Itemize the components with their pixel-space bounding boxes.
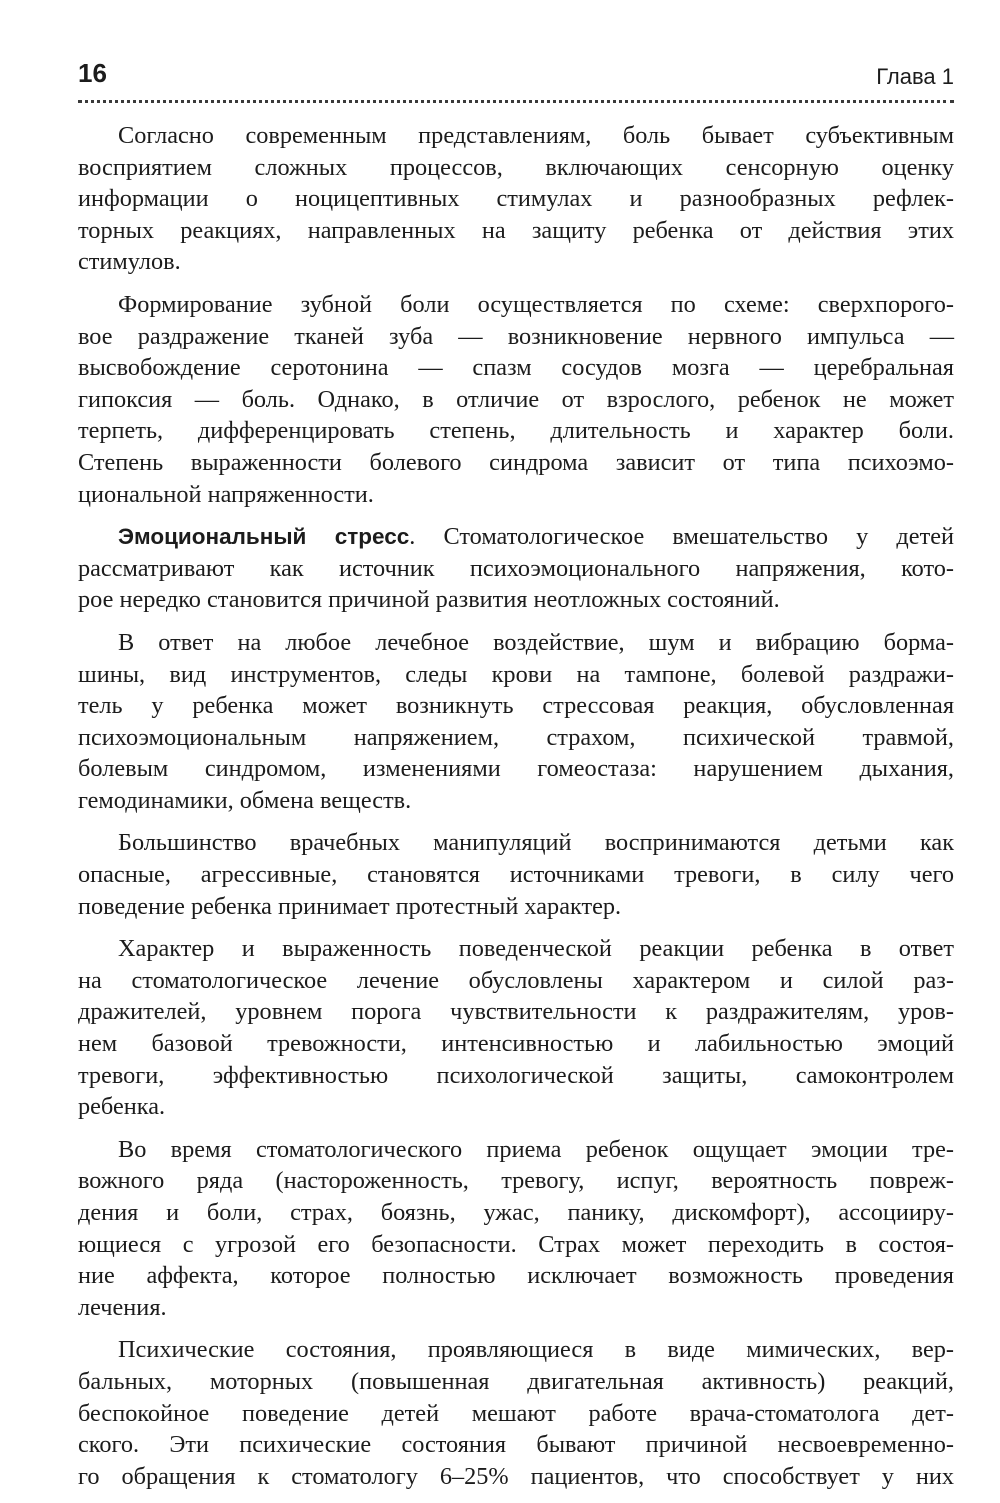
text-line: рассматривают как источник психоэмоционального напряжения, кото- [78, 554, 954, 582]
text-line: восприятием сложных процессов, включающих сенсорную оценку [78, 153, 954, 181]
text-line: лечения. [78, 1293, 167, 1321]
text-line: дражителей, уровнем порога чувствительности к раздражителям, уров- [78, 998, 954, 1026]
term-continuation: . Стоматологическое вмешательство у детей [409, 523, 954, 551]
running-header [78, 56, 954, 103]
text-line: Формирование зубной боли осуществляется по схеме: сверхпорого- [118, 290, 954, 318]
text-line: рое нередко становится причиной развития неотложных состояний. [78, 586, 780, 614]
text-line: поведение ребенка принимает протестный характер. [78, 892, 622, 920]
text-line: дения и боли, страх, боязнь, ужас, панику, дискомфорт), ассоцииру- [78, 1199, 954, 1226]
text-line: болевым синдромом, изменениями гомеостаза: нарушением дыхания, [78, 755, 954, 783]
text-line: нем базовой тревожности, интенсивностью и лабильностью эмоций [78, 1030, 954, 1058]
text-line: тревоги, эффективностью психологической защиты, самоконтролем [78, 1061, 954, 1089]
text-line: тель у ребенка может возникнуть стрессовая реакция, обусловленная [78, 692, 954, 720]
text-line: ского. Эти психические состояния бывают причиной несвоевременно- [78, 1431, 954, 1459]
text-line: шины, вид инструментов, следы крови на тампоне, болевой раздражи- [78, 660, 954, 688]
text-line: информации о ноцицептивных стимулах и разнообразных рефлек- [78, 185, 954, 213]
term-emphasis: Эмоциональный стресс [118, 524, 410, 550]
paragraph [78, 827, 954, 922]
text-line: циональной напряженности. [78, 480, 374, 508]
text-line: ющиеся с угрозой его безопасности. Страх может переходить в состоя- [78, 1230, 954, 1258]
text-line: Степень выраженности болевого синдрома зависит от типа психоэмо- [78, 448, 954, 476]
text-line: Психические состояния, проявляющиеся в виде мимических, вер- [118, 1336, 954, 1364]
paragraph [78, 933, 954, 1123]
text-line: торных реакциях, направленных на защиту ребенка от действия этих [78, 216, 954, 244]
text-line: на стоматологическое лечение обусловлены характером и силой раз- [78, 966, 954, 994]
text-line: ребенка. [78, 1093, 166, 1121]
text-line: вожного ряда (настороженность, тревогу, испуг, вероятность повреж- [78, 1167, 954, 1195]
text-line: В ответ на любое лечебное воздействие, шум и вибрацию борма- [118, 628, 954, 656]
text-line: психоэмоциональным напряжением, страхом, психической травмой, [78, 723, 954, 751]
text-line: опасные, агрессивные, становятся источниками тревоги, в силу чего [78, 861, 954, 889]
body-text [78, 120, 954, 1503]
paragraph [78, 1334, 954, 1492]
text-line [78, 521, 954, 553]
text-line: го обращения к стоматологу 6–25% пациентов, что способствует у них [78, 1462, 954, 1490]
text-line: Характер и выраженность поведенческой реакции ребенка в ответ [118, 935, 954, 963]
text-line: Во время стоматологического приема ребенок ощущает эмоции тре- [118, 1135, 954, 1163]
text-line: бальных, моторных (повышенная двигательная активность) реакций, [78, 1367, 954, 1395]
paragraph [78, 627, 954, 817]
text-line: стимулов. [78, 248, 181, 276]
text-line: высвобождение серотонина — спазм сосудов мозга — церебральная [78, 354, 954, 382]
paragraph [78, 521, 954, 616]
page-number: 16 [78, 58, 107, 88]
text-line: вое раздражение тканей зуба — возникновение нервного импульса — [78, 322, 954, 350]
text-line: терпеть, дифференцировать степень, длительность и характер боли. [78, 417, 954, 445]
paragraph [78, 1134, 954, 1324]
paragraph [78, 289, 954, 510]
text-line: беспокойное поведение детей мешают работе врача-стоматолога дет- [78, 1399, 954, 1427]
text-line: гипоксия — боль. Однако, в отличие от взрослого, ребенок не может [78, 385, 954, 413]
paragraph [78, 120, 954, 278]
chapter-label: Глава 1 [876, 64, 954, 89]
text-line: Согласно современным представлениям, боль бывает субъективным [118, 122, 954, 149]
text-line: ние аффекта, которое полностью исключает возможность проведения [78, 1262, 954, 1290]
text-line: гемодинамики, обмена веществ. [78, 786, 412, 814]
text-line: Большинство врачебных манипуляций воспринимаются детьми как [118, 829, 954, 857]
